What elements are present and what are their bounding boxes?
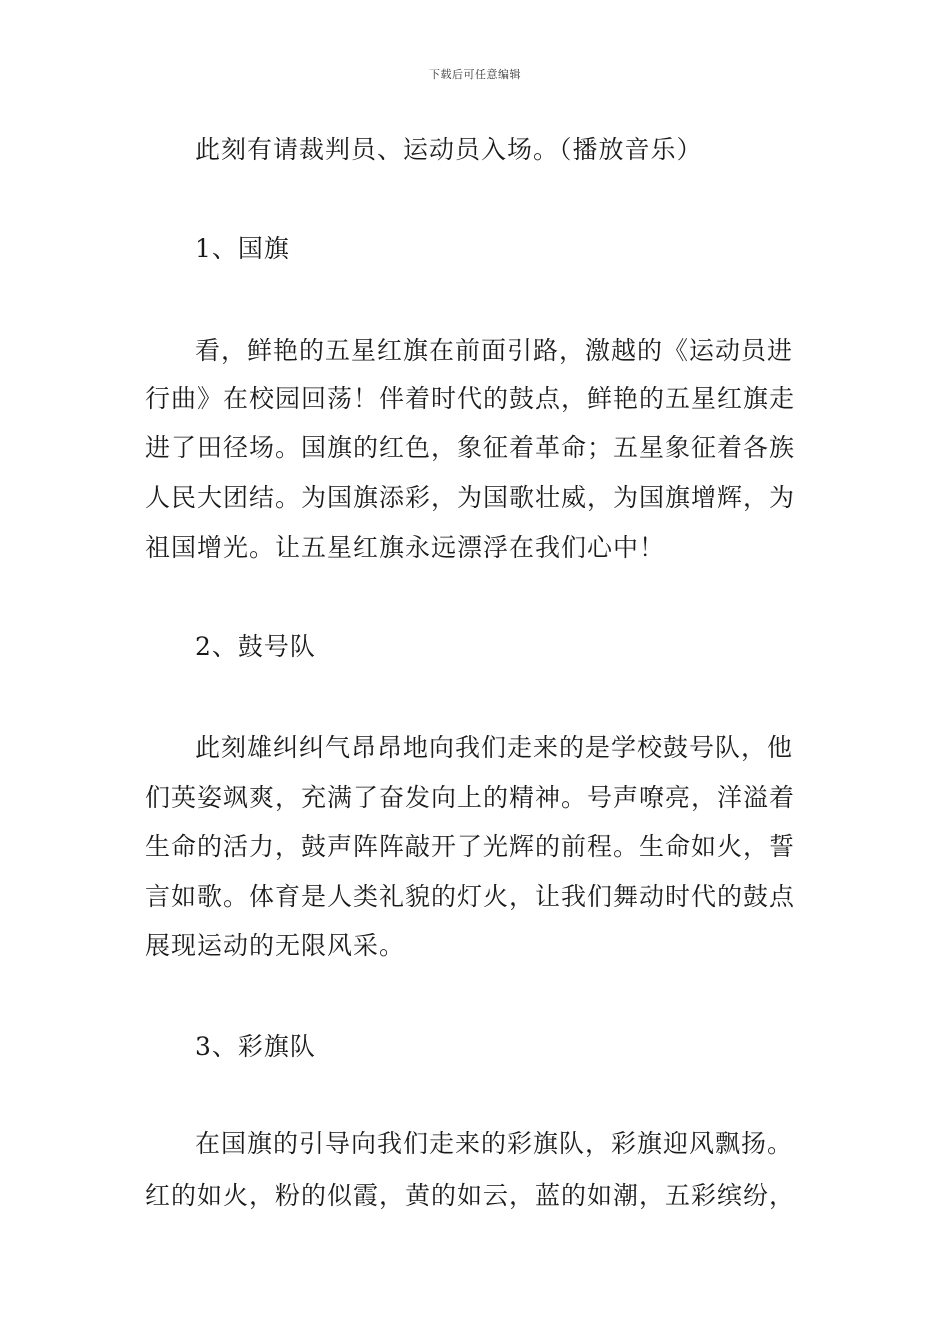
paragraph-line: 红的如火，粉的似霞，黄的如云，蓝的如潮，五彩缤纷，: [145, 1181, 796, 1210]
section-heading-drum-band: 2、鼓号队: [195, 632, 316, 661]
paragraph-line: 展现运动的无限风采。: [145, 931, 406, 960]
paragraph-line: 言如歌。体育是人类礼貌的灯火，让我们舞动时代的鼓点: [145, 882, 796, 911]
paragraph-line: 们英姿飒爽，充满了奋发向上的精神。号声嘹亮，洋溢着: [145, 783, 796, 812]
header-note: 下载后可任意编辑: [429, 68, 521, 81]
paragraph-line: 看，鲜艳的五星红旗在前面引路，激越的《运动员进: [195, 336, 794, 365]
paragraph-line: 祖国增光。让五星红旗永远漂浮在我们心中！: [145, 533, 666, 562]
section-heading-flag: 1、国旗: [195, 234, 290, 263]
paragraph-line: 在国旗的引导向我们走来的彩旗队，彩旗迎风飘扬。: [195, 1129, 794, 1158]
intro-line: 此刻有请裁判员、运动员入场。（播放音乐）: [195, 135, 703, 164]
section-heading-color-flag-team: 3、彩旗队: [195, 1032, 316, 1061]
paragraph-line: 人民大团结。为国旗添彩，为国歌壮威，为国旗增辉，为: [145, 483, 796, 512]
paragraph-line: 生命的活力，鼓声阵阵敲开了光辉的前程。生命如火，誓: [145, 832, 796, 861]
paragraph-line: 此刻雄纠纠气昂昂地向我们走来的是学校鼓号队，他: [195, 733, 794, 762]
paragraph-line: 进了田径场。国旗的红色，象征着革命；五星象征着各族: [145, 433, 796, 462]
paragraph-line: 行曲》在校园回荡！伴着时代的鼓点，鲜艳的五星红旗走: [145, 384, 796, 413]
